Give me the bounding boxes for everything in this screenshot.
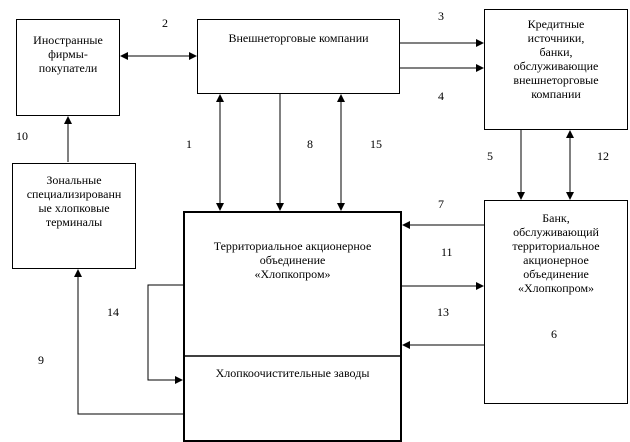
arrow-14 — [148, 285, 183, 380]
foreign-buyers-label: Иностранные фирмы- покупатели — [33, 33, 103, 75]
flow-number-9: 9 — [38, 353, 44, 367]
zonal-terminals-label: Зональные специализированн ые хлопковые терминалы — [26, 173, 122, 229]
flow-number-14: 14 — [107, 305, 119, 319]
ginning-plants-label: Хлопкоочистительные заводы — [215, 366, 370, 380]
flow-number-13: 13 — [437, 305, 449, 319]
flow-number-8: 8 — [307, 137, 313, 151]
association-label: Территориальное акционерное объединение «Хлопкопром» — [213, 239, 372, 281]
flow-number-1: 1 — [186, 137, 192, 151]
flow-number-4: 4 — [438, 89, 444, 103]
flow-number-11: 11 — [441, 245, 453, 259]
flow-number-6: 6 — [551, 327, 557, 341]
arrow-9 — [78, 270, 183, 414]
bank-association-label: Банк, обслуживающий территориальное акционерное объединение «Хлопкопром» — [512, 211, 600, 295]
flow-number-7: 7 — [438, 197, 444, 211]
flow-number-3: 3 — [438, 9, 444, 23]
flow-number-15: 15 — [370, 137, 382, 151]
flow-number-12: 12 — [597, 149, 609, 163]
flow-number-10: 10 — [16, 129, 28, 143]
flow-number-2: 2 — [162, 16, 168, 30]
trade-companies-label: Внешнеторговые компании — [228, 31, 369, 45]
credit-sources-label: Кредитные источники, банки, обслуживающие внешнеторговые компании — [513, 17, 599, 101]
flow-number-5: 5 — [487, 149, 493, 163]
